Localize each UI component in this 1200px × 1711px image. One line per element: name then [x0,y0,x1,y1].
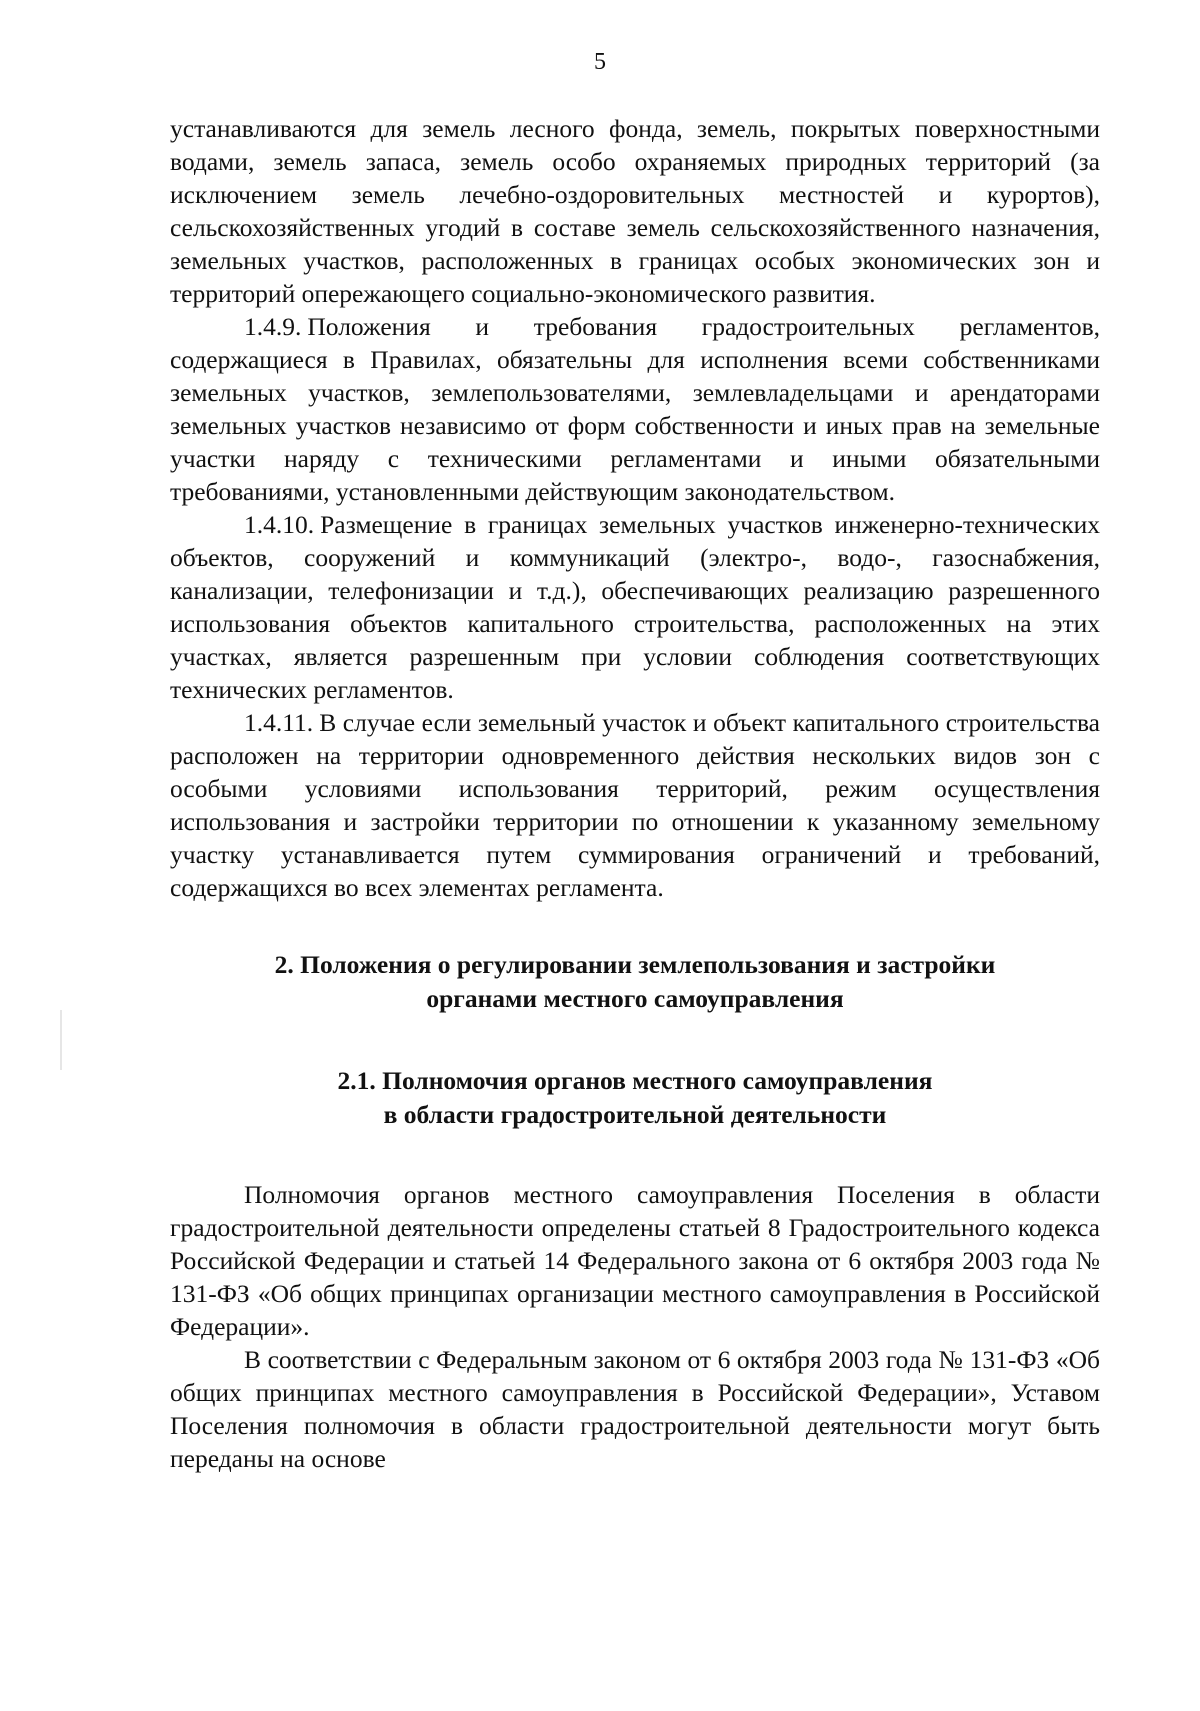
paragraph-clause-1-4-9 [170,310,1100,508]
section-heading [170,948,1100,1016]
paragraph-continuation [170,112,1100,310]
section-heading-line-2: органами местного самоуправления [426,984,844,1013]
paragraph-text: В случае если земельный участок и объект капитального строительства расположен на территории одновременного действия нескольких видов зон с особыми условиями использования территорий, режим осуществления использования и застройки территории по отношении к указанному земельному участку устанавливается путем суммирования ограничений и требований, содержащихся во всех элементах регламента. [170,708,1100,902]
paragraph-text: Положения и требования градостроительных регламентов, содержащиеся в Правилах, обязательны для исполнения всеми собственниками земельных участков, землепользователями, землевладельцами и арендаторами земельных участков независимо от форм собственности и иных прав на земельные участки наряду с техническими регламентами и иными обязательными требованиями, установленными действующим законодательством. [170,312,1100,506]
subsection-heading-line-2: в области градостроительной деятельности [383,1100,887,1129]
paragraph-text: В соответствии с Федеральным законом от 6 октября 2003 года № 131-ФЗ «Об общих принципах местного самоуправления в Российской Федерации», Уставом Поселения полномочия в области градостроительной деятельности могут быть переданы на основе [170,1345,1100,1473]
paragraph-powers [170,1178,1100,1343]
paragraph-accordance [170,1343,1100,1475]
section-heading-line-1: 2. Положения о регулировании землепользования и застройки [274,950,996,979]
subsection-heading [170,1064,1100,1132]
paragraph-text: устанавливаются для земель лесного фонда, земель, покрытых поверхностными водами, земель запаса, земель особо охраняемых природных территорий (за исключением земель лечебно-оздоровительных местностей и курортов), сельскохозяйственных угодий в составе земель сельскохозяйственного назначения, земельных участков, расположенных в границах особых экономических зон и территорий опережающего социально-экономического развития. [170,114,1100,308]
page-number: 5 [594,49,606,75]
clause-number: 1.4.9. [244,312,302,341]
subsection-heading-line-1: 2.1. Полномочия органов местного самоуправления [337,1066,933,1095]
page-content [170,112,1100,1475]
clause-number: 1.4.10. [244,510,315,539]
paragraph-clause-1-4-10 [170,508,1100,706]
paragraph-clause-1-4-11 [170,706,1100,904]
scan-margin-mark [60,1010,62,1070]
paragraph-text: Полномочия органов местного самоуправления Поселения в области градостроительной деятельности определены статьей 8 Градостроительного кодекса Российской Федерации и статьей 14 Федерального закона от 6 октября 2003 года № 131-ФЗ «Об общих принципах организации местного самоуправления в Российской Федерации». [170,1180,1100,1341]
clause-number: 1.4.11. [244,708,314,737]
paragraph-text: Размещение в границах земельных участков инженерно-технических объектов, сооружений и коммуникаций (электро-, водо-, газоснабжения, канализации, телефонизации и т.д.), обеспечивающих реализацию разрешенного использования объектов капитального строительства, расположенных на этих участках, является разрешенным при условии соблюдения соответствующих технических регламентов. [170,510,1100,704]
